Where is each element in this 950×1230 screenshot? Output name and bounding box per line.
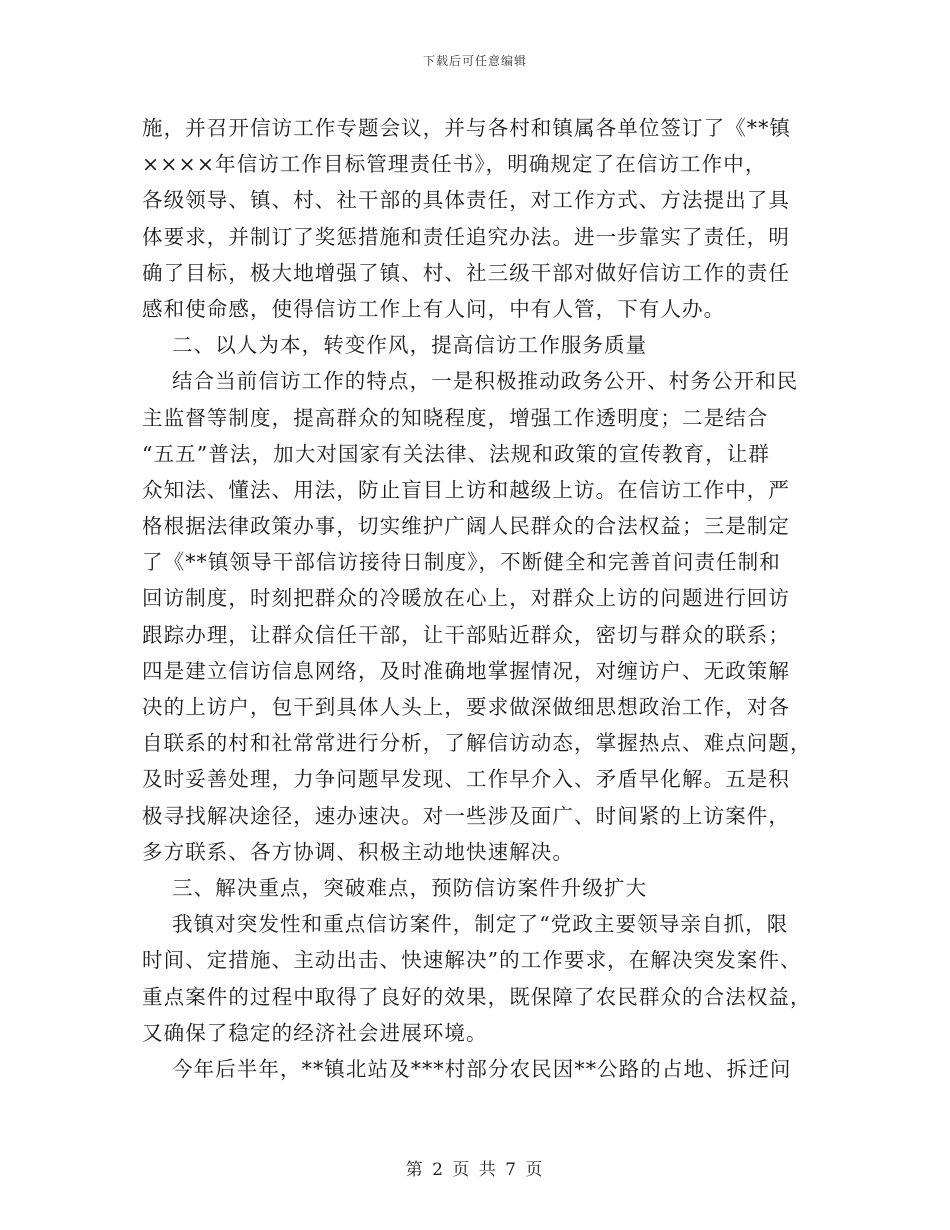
text-line: 众知法、懂法、用法，防止盲目上访和越级上访。在信访工作中，严 — [142, 477, 790, 502]
text-line: 极寻找解决途径，速办速决。对一些涉及面广、时间紧的上访案件， — [142, 803, 790, 828]
section-heading: 三、解决重点，突破难点，预防信访案件升级扩大 — [172, 875, 648, 900]
text-line: 感和使命感，使得信访工作上有人问，中有人管，下有人办。 — [142, 296, 726, 321]
text-line: 确了目标，极大地增强了镇、村、社三级干部对做好信访工作的责任 — [142, 260, 790, 285]
text-line: 时间、定措施、主动出击、快速解决”的工作要求，在解决突发案件、 — [142, 948, 802, 973]
text-line: 决的上访户，包干到具体人头上，要求做深做细思想政治工作，对各 — [142, 695, 790, 719]
text-line: ××××年信访工作目标管理责任书》，明确规定了在信访工作中， — [142, 152, 767, 177]
page-number-footer: 第 2 页 共 7 页 — [405, 1160, 545, 1180]
text-line: 重点案件的过程中取得了良好的效果，既保障了农民群众的合法权益， — [142, 984, 812, 1009]
text-line: 多方联系、各方协调、积极主动地快速解决。 — [142, 839, 574, 864]
text-line: 各级领导、镇、村、社干部的具体责任，对工作方式、方法提出了具 — [142, 188, 790, 213]
text-line: 自联系的村和社常常进行分析，了解信访动态，掌握热点、难点问题， — [142, 731, 812, 756]
paragraph-start-line: 今年后半年，**镇北站及***村部分农民因**公路的占地、拆迁问 — [172, 1056, 792, 1081]
text-line: 回访制度，时刻把群众的冷暖放在心上，对群众上访的问题进行回访 — [142, 586, 790, 611]
paragraph-start-line: 我镇对突发性和重点信访案件，制定了“党政主要领导亲自抓，限 — [172, 912, 789, 937]
text-line: 了《**镇领导干部信访接待日制度》，不断健全和完善首问责任制和 — [142, 550, 781, 575]
document-body — [142, 110, 812, 1087]
text-line: 又确保了稳定的经济社会进展环境。 — [142, 1020, 488, 1045]
paragraph-start-line: 结合当前信访工作的特点，一是积极推动政务公开、村务公开和民 — [172, 369, 799, 394]
text-line: 体要求，并制订了奖惩措施和责任追究办法。进一步靠实了责任，明 — [142, 224, 790, 249]
text-line: 施，并召开信访工作专题会议，并与各村和镇属各单位签订了《**镇 — [142, 116, 792, 140]
text-line: 及时妥善处理，力争问题早发现、工作早介入、矛盾早化解。五是积 — [142, 767, 790, 792]
text-line: 跟踪办理，让群众信任干部，让干部贴近群众，密切与群众的联系； — [142, 622, 790, 647]
text-line: 主监督等制度，提高群众的知晓程度，增强工作透明度；二是结合 — [142, 405, 769, 430]
page-header: 下载后可任意编辑 — [422, 54, 527, 68]
text-line: 格根据法律政策办事，切实维护广阔人民群众的合法权益；三是制定 — [142, 514, 790, 539]
text-line: “五五”普法，加大对国家有关法律、法规和政策的宣传教育，让群 — [142, 441, 770, 466]
text-line: 四是建立信访信息网络，及时准确地掌握情况，对缠访户、无政策解 — [142, 658, 790, 683]
section-heading: 二、以人为本，转变作风，提高信访工作服务质量 — [172, 333, 648, 358]
